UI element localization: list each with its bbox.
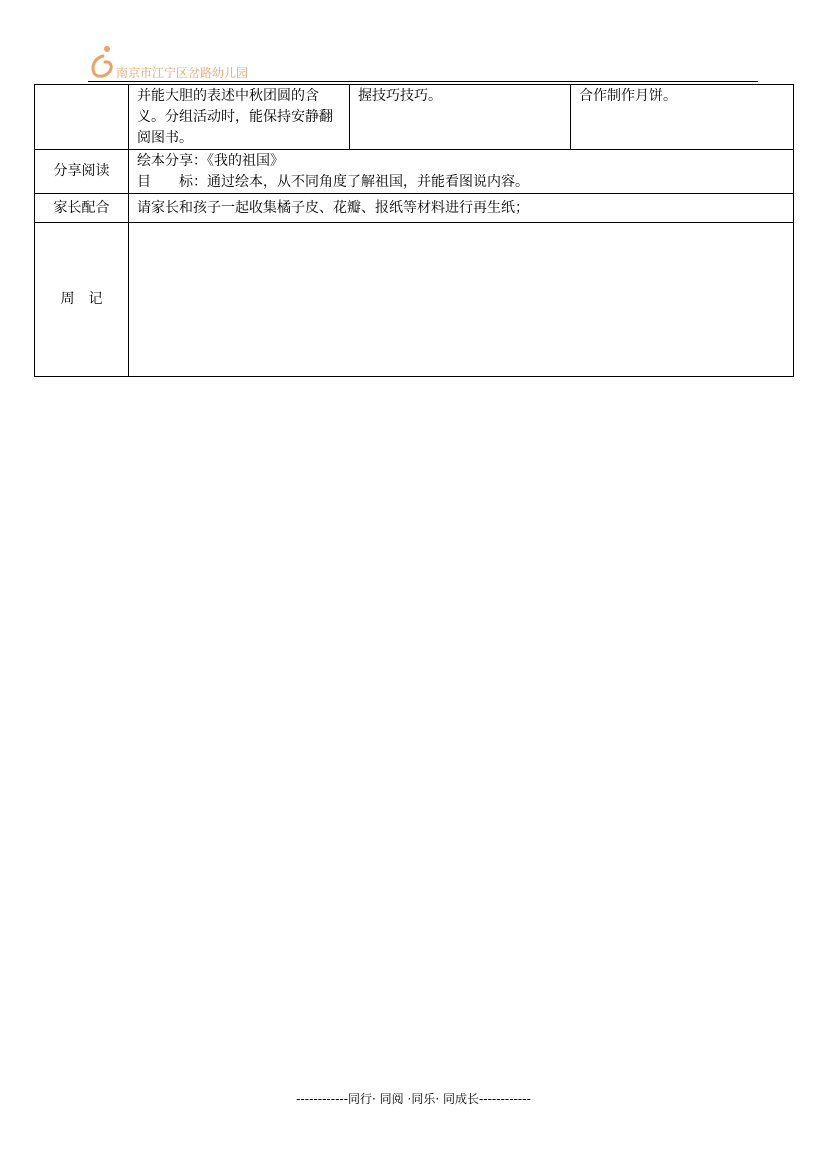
activity-cooperation-cell: 合作制作月饼。	[571, 85, 794, 150]
school-name: 南京市江宁区岔路幼儿园	[116, 66, 249, 80]
page-header	[88, 44, 758, 84]
weekly-plan-table	[34, 84, 794, 377]
activity-row-label	[35, 85, 129, 150]
weekly-notes-label: 周 记	[35, 223, 129, 377]
activity-goal-cell: 并能大胆的表述中秋团圆的含义。分组活动时，能保持安静翻阅图书。	[129, 85, 350, 150]
reading-book: 绘本分享：《我的祖国》	[137, 153, 284, 169]
weekly-notes-cell	[129, 223, 794, 377]
parent-content-cell: 请家长和孩子一起收集橘子皮、花瓣、报纸等材料进行再生纸；	[129, 194, 794, 223]
header-divider	[88, 81, 758, 82]
parent-row	[35, 194, 794, 223]
reading-goal: 目 标：通过绘本，从不同角度了解祖国，并能看图说内容。	[137, 174, 529, 190]
weekly-notes-row	[35, 223, 794, 377]
reading-content-cell	[129, 150, 794, 194]
page-footer: ------------同行· 同阅 ·同乐· 同成长------------	[296, 1092, 531, 1106]
reading-row	[35, 150, 794, 194]
parent-row-label: 家长配合	[35, 194, 129, 223]
activity-row	[35, 85, 794, 150]
school-logo-icon	[88, 44, 118, 78]
reading-row-label: 分享阅读	[35, 150, 129, 194]
activity-skill-cell: 握技巧技巧。	[350, 85, 571, 150]
